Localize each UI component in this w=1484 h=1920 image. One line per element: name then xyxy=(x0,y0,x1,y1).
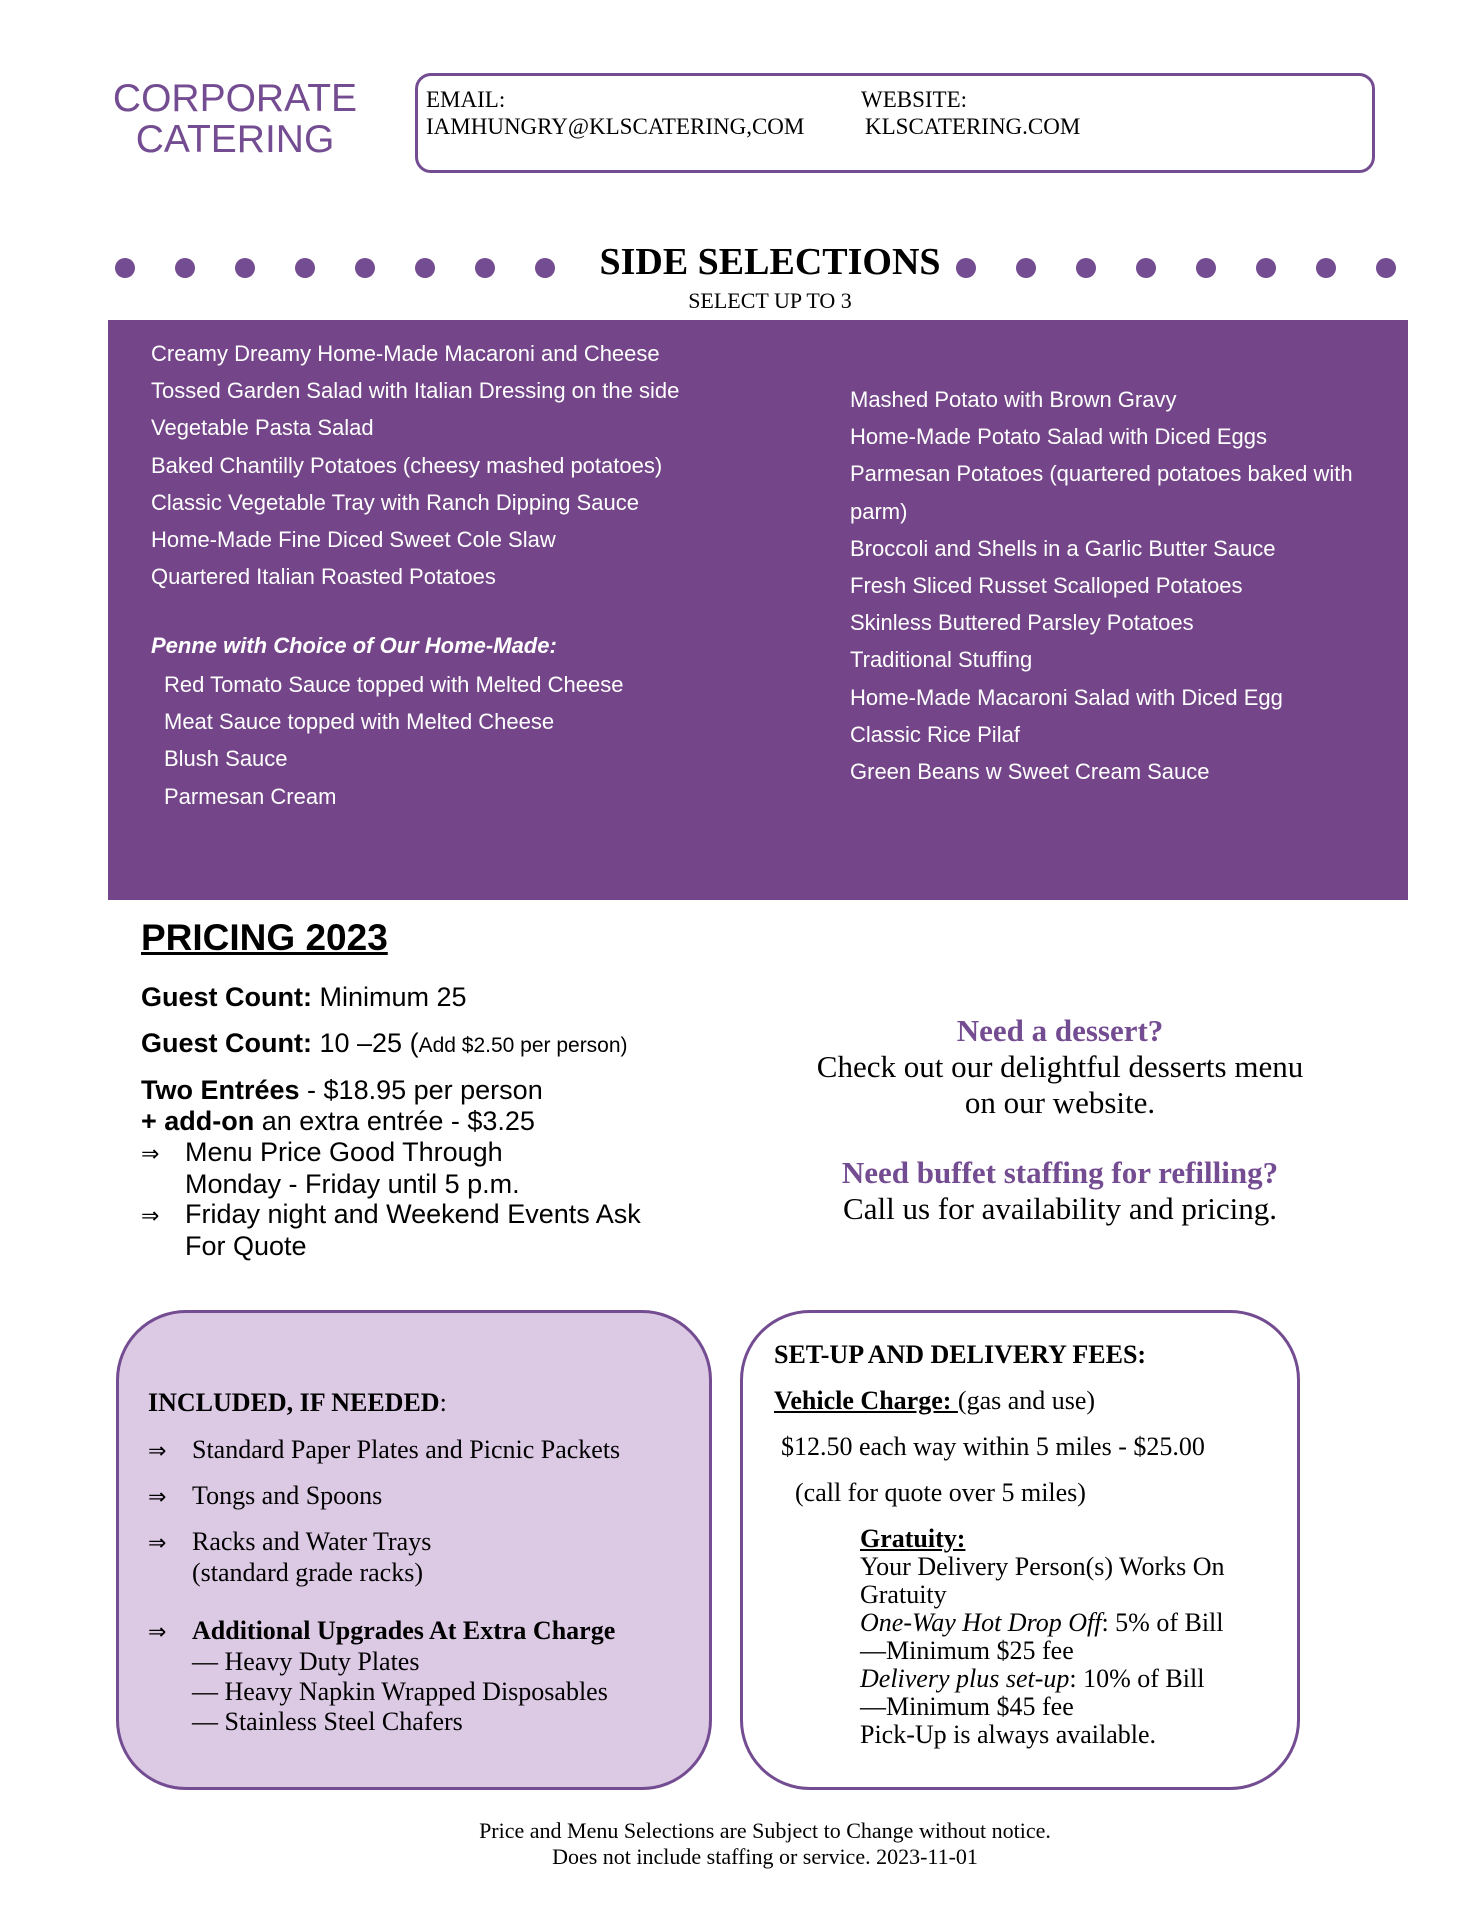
included-item: Standard Paper Plates and Picnic Packets xyxy=(192,1435,621,1464)
list-item: Home-Made Fine Diced Sweet Cole Slaw xyxy=(151,527,556,553)
vehicle-label: Vehicle Charge: xyxy=(774,1386,958,1415)
dessert-heading: Need a dessert? xyxy=(956,1013,1164,1048)
addon-label: add-on xyxy=(164,1106,255,1136)
addon-price xyxy=(141,1106,535,1137)
list-item: Creamy Dreamy Home-Made Macaroni and Cheese xyxy=(151,341,660,366)
pricing-title: PRICING 2023 xyxy=(141,917,388,958)
list-item: Blush Sauce xyxy=(164,746,288,772)
bullet-text: Monday - Friday until 5 p.m. xyxy=(185,1169,520,1199)
list-item: Skinless Buttered Parsley Potatoes xyxy=(850,610,1194,636)
list-item: Red Tomato Sauce topped with Melted Cheese xyxy=(164,672,624,697)
dessert-promo xyxy=(780,1013,1340,1121)
website-block xyxy=(861,86,1080,140)
setup-value: : 10% of Bill xyxy=(1069,1664,1205,1693)
gratuity-line: Your Delivery Person(s) Works On xyxy=(860,1552,1225,1581)
list-item: Mashed Potato with Brown Gravy xyxy=(850,387,1177,412)
pickup-line: Pick-Up is always available. xyxy=(860,1720,1157,1749)
bullet-text: Menu Price Good Through xyxy=(185,1137,503,1167)
quote-line: (call for quote over 5 miles) xyxy=(795,1478,1086,1507)
website-value[interactable]: KLSCATERING.COM xyxy=(865,114,1081,139)
list-item: Vegetable Pasta Salad xyxy=(151,415,374,441)
list-item: Parmesan Cream xyxy=(164,783,337,809)
entree-label: Two Entrées xyxy=(141,1075,300,1105)
list-item: Quartered Italian Roasted Potatoes xyxy=(151,564,496,590)
list-item: Green Beans w Sweet Cream Sauce xyxy=(850,759,1210,785)
gratuity-block xyxy=(860,1525,1225,1749)
email-label: EMAIL: xyxy=(426,87,506,112)
included-item: Tongs and Spoons xyxy=(192,1481,383,1510)
guest-count-range xyxy=(141,1028,628,1061)
included-heading-text: INCLUDED, IF NEEDED xyxy=(148,1388,440,1417)
dessert-line: on our website. xyxy=(964,1085,1156,1120)
guest-count-min xyxy=(141,982,467,1013)
arrow-icon: ⇒ xyxy=(148,1619,167,1644)
left-dots xyxy=(115,258,555,278)
entree-value: - $18.95 per person xyxy=(299,1075,543,1105)
included-heading xyxy=(148,1388,447,1418)
website-label: WEBSITE: xyxy=(861,87,968,112)
bullet-text: Friday night and Weekend Events Ask xyxy=(185,1199,641,1229)
delivery-heading: SET-UP AND DELIVERY FEES: xyxy=(774,1340,1147,1369)
footer-line: Price and Menu Selections are Subject to Change without notice. xyxy=(479,1818,1051,1843)
side-selections-title: SIDE SELECTIONS xyxy=(599,241,941,283)
arrow-icon: ⇒ xyxy=(141,1141,160,1166)
hotdrop-value: : 5% of Bill xyxy=(1101,1608,1224,1637)
included-colon: : xyxy=(439,1388,447,1417)
list-item: Parmesan Potatoes (quartered potatoes baked with xyxy=(850,461,1353,487)
guest-count-label: Guest Count: xyxy=(141,1028,312,1058)
guest-count-value: Minimum 25 xyxy=(311,982,467,1012)
staffing-promo xyxy=(780,1155,1340,1227)
brand-title xyxy=(100,78,370,160)
footer-line: Does not include staffing or service. 2023-11-01 xyxy=(552,1844,978,1869)
email-block xyxy=(426,86,804,140)
upgrades-heading: Additional Upgrades At Extra Charge xyxy=(192,1616,616,1645)
arrow-icon: ⇒ xyxy=(148,1484,167,1509)
list-item: Classic Rice Pilaf xyxy=(850,721,1020,747)
penne-list xyxy=(164,666,623,815)
guest-count-label: Guest Count: xyxy=(141,982,312,1012)
list-item: Broccoli and Shells in a Garlic Butter Sauce xyxy=(850,535,1276,561)
penne-heading: Penne with Choice of Our Home-Made: xyxy=(151,633,557,658)
list-item: Home-Made Macaroni Salad with Diced Egg xyxy=(850,684,1283,710)
vehicle-note: (gas and use) xyxy=(957,1386,1096,1415)
left-side-list xyxy=(151,335,679,595)
upgrade-item: — Heavy Napkin Wrapped Disposables xyxy=(192,1677,608,1706)
list-item: parm) xyxy=(850,498,908,524)
contact-box xyxy=(415,73,1375,173)
side-selections-subtitle: SELECT UP TO 3 xyxy=(688,288,852,313)
setup-label: Delivery plus set-up xyxy=(860,1664,1070,1693)
entree-price xyxy=(141,1075,543,1106)
upgrade-item: — Heavy Duty Plates xyxy=(192,1647,420,1676)
staffing-line: Call us for availability and pricing. xyxy=(843,1191,1277,1226)
addon-value: an extra entrée - $3.25 xyxy=(254,1106,535,1136)
gratuity-line: Gratuity xyxy=(860,1580,947,1609)
side-selections-panel xyxy=(108,320,1408,900)
charge-line: $12.50 each way within 5 miles - $25.00 xyxy=(781,1432,1205,1461)
right-dots xyxy=(956,258,1396,278)
included-item: Racks and Water Trays xyxy=(192,1527,432,1556)
addon-prefix: + xyxy=(141,1106,165,1136)
brand-line-2: CATERING xyxy=(135,118,335,161)
included-box xyxy=(116,1310,712,1790)
bullet-text: For Quote xyxy=(185,1231,307,1261)
footer xyxy=(300,1818,1230,1870)
right-side-list xyxy=(850,381,1353,790)
weekend-bullet xyxy=(141,1199,641,1262)
dessert-line: Check out our delightful desserts menu xyxy=(816,1049,1304,1084)
email-value[interactable]: IAMHUNGRY@KLSCATERING,COM xyxy=(426,114,805,139)
hotdrop-label: One-Way Hot Drop Off xyxy=(860,1608,1102,1637)
upgrade-item: — Stainless Steel Chafers xyxy=(192,1707,463,1736)
staffing-heading: Need buffet staffing for refilling? xyxy=(841,1155,1279,1190)
racks-note: (standard grade racks) xyxy=(192,1558,423,1587)
brand-line-1: CORPORATE xyxy=(112,77,358,120)
arrow-icon: ⇒ xyxy=(148,1530,167,1555)
upgrades-block xyxy=(148,1616,615,1737)
list-item xyxy=(148,1527,431,1588)
vehicle-charge xyxy=(774,1386,1095,1416)
list-item: Baked Chantilly Potatoes (cheesy mashed potatoes) xyxy=(151,452,663,478)
guest-count-note: Add $2.50 per person) xyxy=(418,1034,628,1057)
list-item: Tossed Garden Salad with Italian Dressing on the side xyxy=(151,378,680,404)
setup-min: —Minimum $45 fee xyxy=(860,1692,1074,1721)
list-item: Classic Vegetable Tray with Ranch Dipping Sauce xyxy=(151,489,639,515)
guest-count-value: 10 –25 ( xyxy=(311,1028,419,1058)
menu-price-bullet xyxy=(141,1137,520,1200)
arrow-icon: ⇒ xyxy=(148,1438,167,1463)
list-item xyxy=(148,1481,382,1512)
gratuity-label: Gratuity: xyxy=(860,1524,966,1553)
list-item xyxy=(148,1435,620,1466)
arrow-icon: ⇒ xyxy=(141,1203,160,1228)
delivery-box xyxy=(740,1310,1300,1790)
hotdrop-min: —Minimum $25 fee xyxy=(860,1636,1074,1665)
list-item: Meat Sauce topped with Melted Cheese xyxy=(164,709,555,735)
list-item: Fresh Sliced Russet Scalloped Potatoes xyxy=(850,573,1243,599)
list-item: Home-Made Potato Salad with Diced Eggs xyxy=(850,424,1267,450)
list-item: Traditional Stuffing xyxy=(850,647,1033,673)
